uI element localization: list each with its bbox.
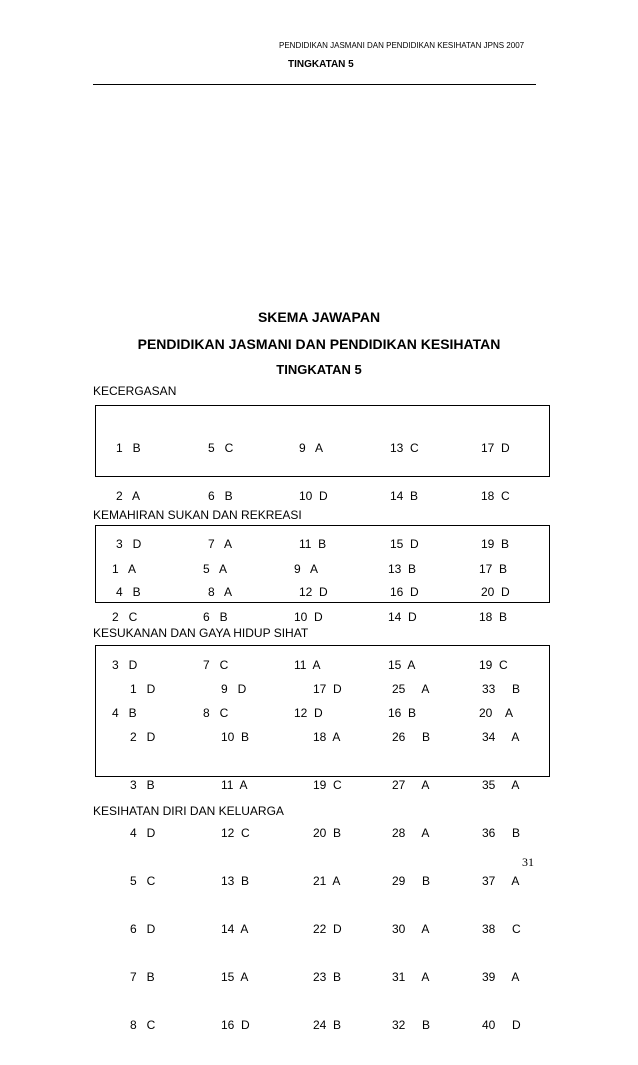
- answer-item: 12 C: [221, 826, 250, 840]
- answer-item: 2 C: [112, 610, 138, 624]
- answer-item: 33 B: [482, 682, 521, 696]
- header-rule: [93, 84, 536, 85]
- answer-item: 3 D: [112, 658, 138, 672]
- answer-item: 7 A: [208, 537, 233, 551]
- answer-item: 14 B: [390, 489, 419, 503]
- answer-item: 18 A: [313, 730, 341, 744]
- answer-item: 30 A: [392, 922, 430, 936]
- answer-item: 9 D: [221, 682, 247, 696]
- answer-item: 11 B: [299, 537, 327, 551]
- answer-item: 16 D: [390, 585, 419, 599]
- section-heading-kesihatan-diri: KESIHATAN DIRI DAN KELUARGA: [93, 804, 284, 818]
- answer-item: 15 D: [390, 537, 419, 551]
- answer-item: 14 D: [388, 610, 417, 624]
- answer-item: 13 B: [388, 562, 417, 576]
- running-header-level: TINGKATAN 5: [288, 59, 354, 70]
- document-level: TINGKATAN 5: [276, 362, 362, 377]
- answer-item: 21 A: [313, 874, 341, 888]
- answer-item: 11 A: [221, 778, 248, 792]
- answer-item: 29 B: [392, 874, 431, 888]
- answer-item: 19 B: [481, 537, 510, 551]
- section-heading-kemahiran-sukan: KEMAHIRAN SUKAN DAN REKREASI: [93, 508, 302, 522]
- answer-item: 22 D: [313, 922, 342, 936]
- answer-item: 6 B: [203, 610, 228, 624]
- answer-item: 17 D: [313, 682, 342, 696]
- answer-item: 39 A: [482, 970, 520, 984]
- answer-column-5: [482, 649, 521, 1065]
- answer-item: 17 D: [481, 441, 510, 455]
- answer-item: 27 A: [392, 778, 430, 792]
- answer-item: 19 C: [479, 658, 508, 672]
- answer-item: 15 A: [221, 970, 249, 984]
- document-subtitle: PENDIDIKAN JASMANI DAN PENDIDIKAN KESIHATAN: [137, 336, 501, 352]
- answer-item: 2 D: [130, 730, 156, 744]
- running-header: PENDIDIKAN JASMANI DAN PENDIDIKAN KESIHATAN JPNS 2007: [279, 41, 525, 50]
- answer-item: 6 B: [208, 489, 233, 503]
- section-heading-kecergasan: KECERGASAN: [93, 384, 177, 398]
- answer-item: 25 A: [392, 682, 430, 696]
- answer-item: 4 B: [116, 585, 141, 599]
- answer-item: 12 D: [299, 585, 328, 599]
- answer-item: 20 D: [481, 585, 510, 599]
- answer-item: 40 D: [482, 1018, 521, 1032]
- answer-item: 3 B: [130, 778, 155, 792]
- answer-column-4: [392, 649, 430, 1065]
- section-heading-kesukanan: KESUKANAN DAN GAYA HIDUP SIHAT: [93, 626, 309, 640]
- answer-column-1: [130, 649, 155, 1065]
- answer-item: 20 B: [313, 826, 342, 840]
- answer-item: 26 B: [392, 730, 431, 744]
- answer-item: 31 A: [392, 970, 430, 984]
- answer-item: 5 C: [208, 441, 234, 455]
- answer-item: 36 B: [482, 826, 521, 840]
- answer-item: 13 C: [390, 441, 419, 455]
- answer-item: 1 A: [112, 562, 137, 576]
- answer-item: 28 A: [392, 826, 430, 840]
- answer-item: 12 D: [294, 706, 323, 720]
- answer-item: 37 A: [482, 874, 520, 888]
- answer-item: 17 B: [479, 562, 508, 576]
- answer-item: 2 A: [116, 489, 141, 503]
- answer-item: 38 C: [482, 922, 521, 936]
- answer-item: 10 B: [221, 730, 250, 744]
- answer-item: 35 A: [482, 778, 520, 792]
- answer-item: 15 A: [388, 658, 416, 672]
- answer-item: 4 B: [112, 706, 137, 720]
- answer-item: 14 A: [221, 922, 249, 936]
- answer-item: 5 C: [130, 874, 156, 888]
- answer-item: 34 A: [482, 730, 520, 744]
- answer-item: 16 D: [221, 1018, 250, 1032]
- answer-item: 32 B: [392, 1018, 431, 1032]
- answer-item: 9 A: [294, 562, 319, 576]
- answer-item: 5 A: [203, 562, 228, 576]
- answer-item: 18 C: [481, 489, 510, 503]
- answer-item: 7 C: [203, 658, 229, 672]
- answer-item: 10 D: [299, 489, 328, 503]
- answer-item: 18 B: [479, 610, 508, 624]
- answer-item: 13 B: [221, 874, 250, 888]
- answer-item: 6 D: [130, 922, 156, 936]
- page-number: 31: [522, 855, 534, 869]
- answer-item: 1 D: [130, 682, 156, 696]
- document-title: SKEMA JAWAPAN: [257, 309, 381, 325]
- answer-item: 11 A: [294, 658, 321, 672]
- answer-item: 1 B: [116, 441, 141, 455]
- answer-item: 8 C: [130, 1018, 156, 1032]
- answer-item: 4 D: [130, 826, 156, 840]
- answer-item: 16 B: [388, 706, 417, 720]
- answer-item: 19 C: [313, 778, 342, 792]
- answer-item: 23 B: [313, 970, 342, 984]
- answer-item: 24 B: [313, 1018, 342, 1032]
- answer-column-2: [221, 649, 250, 1065]
- answer-column-3: [313, 649, 342, 1065]
- answer-item: 8 A: [208, 585, 233, 599]
- answer-item: 8 C: [203, 706, 229, 720]
- answer-item: 7 B: [130, 970, 155, 984]
- answer-item: 10 D: [294, 610, 323, 624]
- answer-item: 9 A: [299, 441, 324, 455]
- answer-item: 3 D: [116, 537, 142, 551]
- answer-item: 20 A: [479, 706, 514, 720]
